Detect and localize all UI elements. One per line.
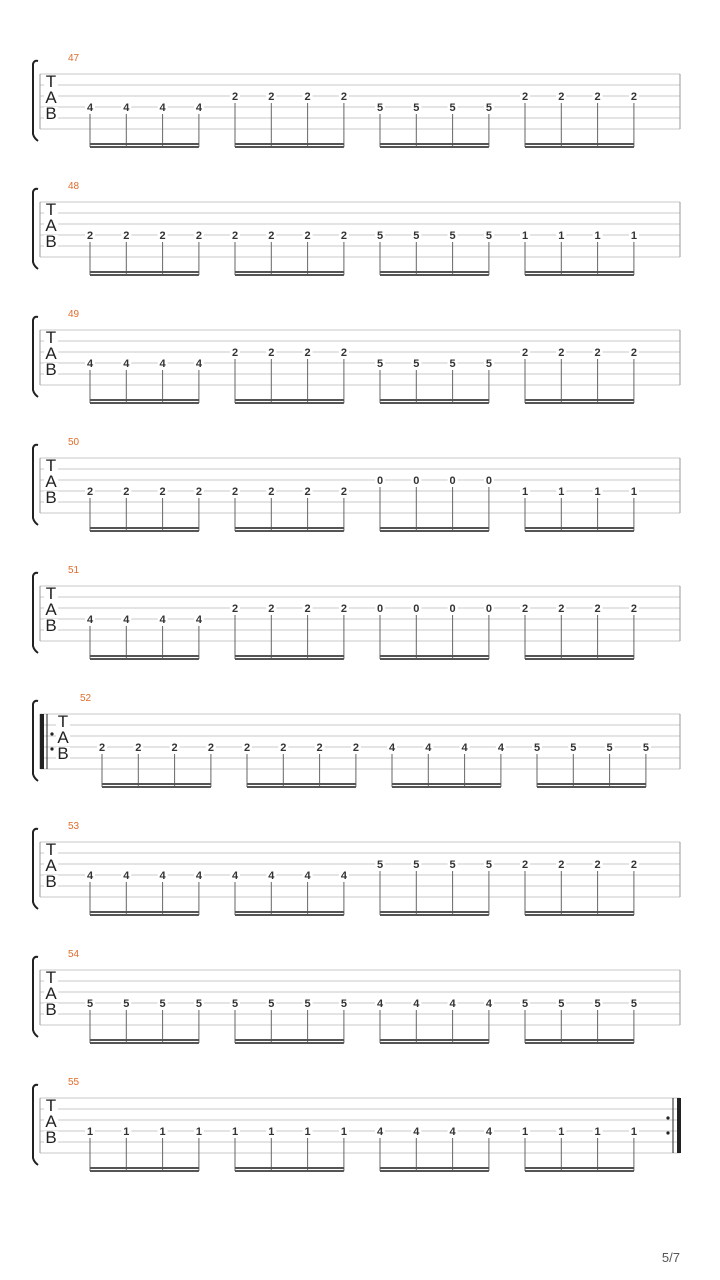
beam-secondary — [90, 658, 199, 660]
beam-secondary — [247, 786, 356, 788]
beam-secondary — [380, 274, 489, 276]
tab-system — [33, 309, 680, 404]
tab-system — [33, 53, 680, 148]
beam-secondary — [90, 146, 199, 148]
fret-number: 2 — [268, 603, 275, 615]
tab-system — [33, 821, 680, 916]
tab-clef-letter: T — [45, 1096, 57, 1115]
fret-number: 1 — [558, 486, 565, 498]
beam-secondary — [90, 1042, 199, 1044]
fret-number: 5 — [449, 102, 456, 114]
system-bracket — [33, 1085, 38, 1165]
tab-clef-letter: A — [45, 216, 57, 235]
fret-number: 1 — [558, 230, 565, 242]
repeat-dot — [50, 732, 53, 735]
fret-number: 2 — [521, 347, 529, 359]
beam-secondary — [90, 530, 199, 532]
beam-secondary — [90, 274, 199, 276]
tab-clef-letter: T — [45, 72, 57, 91]
repeat-dot — [666, 1131, 669, 1134]
tab-clef-letter: A — [45, 88, 57, 107]
tab-clef-letter: A — [45, 984, 57, 1003]
beam-primary — [537, 783, 646, 785]
fret-number: 0 — [485, 603, 492, 615]
fret-number: 2 — [630, 859, 637, 871]
fret-number: 5 — [558, 998, 565, 1010]
fret-number: 2 — [521, 603, 529, 615]
fret-number: 5 — [630, 998, 637, 1010]
beam-secondary — [380, 914, 489, 916]
fret-number: 2 — [558, 859, 565, 871]
beam-secondary — [380, 530, 489, 532]
fret-number: 1 — [594, 230, 601, 242]
fret-number: 5 — [606, 742, 613, 754]
tab-clef-letter: B — [45, 1000, 57, 1019]
fret-number: 5 — [376, 230, 384, 242]
fret-number: 5 — [485, 102, 492, 114]
beam-primary — [90, 527, 199, 529]
beam-secondary — [380, 1042, 489, 1044]
fret-number: 1 — [630, 486, 637, 498]
fret-number: 4 — [425, 742, 432, 754]
fret-number: 5 — [231, 998, 239, 1010]
fret-number: 5 — [123, 998, 130, 1010]
fret-number: 0 — [376, 603, 384, 615]
fret-number: 2 — [98, 742, 106, 754]
fret-number: 2 — [304, 347, 311, 359]
fret-number: 5 — [413, 358, 420, 370]
repeat-end-thick-bar — [677, 1098, 681, 1153]
beam-secondary — [235, 274, 344, 276]
beam-primary — [90, 655, 199, 657]
fret-number: 1 — [159, 1126, 166, 1138]
fret-number: 2 — [340, 603, 347, 615]
fret-number: 0 — [413, 603, 420, 615]
beam-primary — [90, 143, 199, 145]
fret-number: 1 — [86, 1126, 94, 1138]
tab-clef-letter: B — [45, 488, 57, 507]
fret-number: 2 — [304, 230, 311, 242]
beam-secondary — [235, 146, 344, 148]
fret-number: 2 — [231, 603, 239, 615]
fret-number: 5 — [485, 358, 492, 370]
fret-number: 2 — [86, 486, 94, 498]
fret-number: 5 — [594, 998, 601, 1010]
fret-number: 4 — [485, 1126, 492, 1138]
fret-number: 2 — [521, 91, 529, 103]
tab-clef-letter: B — [45, 232, 57, 251]
beam-primary — [247, 783, 356, 785]
fret-number: 2 — [304, 603, 311, 615]
tab-clef-letter: A — [57, 728, 69, 747]
fret-number: 2 — [340, 230, 347, 242]
fret-number: 1 — [304, 1126, 311, 1138]
beam-secondary — [380, 402, 489, 404]
fret-number: 4 — [86, 102, 94, 114]
beam-primary — [380, 1167, 489, 1169]
fret-number: 4 — [497, 742, 504, 754]
fret-number: 1 — [630, 1126, 637, 1138]
tab-system — [33, 181, 680, 276]
fret-number: 5 — [376, 358, 384, 370]
beam-primary — [380, 271, 489, 273]
fret-number: 1 — [268, 1126, 275, 1138]
fret-number: 2 — [280, 742, 287, 754]
beam-secondary — [525, 402, 634, 404]
fret-number: 4 — [376, 998, 384, 1010]
tab-clef-letter: A — [45, 472, 57, 491]
fret-number: 4 — [449, 1126, 456, 1138]
fret-number: 2 — [594, 859, 601, 871]
fret-number: 2 — [171, 742, 178, 754]
fret-number: 2 — [558, 347, 565, 359]
fret-number: 4 — [449, 998, 456, 1010]
fret-number: 4 — [376, 1126, 384, 1138]
repeat-dot — [666, 1116, 669, 1119]
fret-number: 2 — [231, 486, 239, 498]
system-bracket — [33, 317, 38, 397]
beam-secondary — [525, 1042, 634, 1044]
tab-system — [33, 949, 680, 1044]
beam-secondary — [235, 658, 344, 660]
fret-number: 4 — [86, 358, 94, 370]
beam-primary — [525, 655, 634, 657]
beam-primary — [90, 911, 199, 913]
fret-number: 2 — [594, 91, 601, 103]
beam-primary — [525, 527, 634, 529]
beam-secondary — [525, 914, 634, 916]
tab-clef-letter: T — [45, 584, 57, 603]
fret-number: 1 — [231, 1126, 239, 1138]
beam-secondary — [525, 1170, 634, 1172]
fret-number: 1 — [521, 1126, 529, 1138]
tab-system — [33, 1077, 681, 1172]
fret-number: 4 — [413, 1126, 420, 1138]
tab-clef-letter: B — [45, 616, 57, 635]
beam-primary — [235, 1167, 344, 1169]
fret-number: 5 — [268, 998, 275, 1010]
tab-system — [33, 693, 680, 788]
beam-primary — [380, 1039, 489, 1041]
beam-primary — [235, 527, 344, 529]
fret-number: 1 — [594, 486, 601, 498]
fret-number: 4 — [461, 742, 468, 754]
fret-number: 2 — [340, 486, 347, 498]
tab-clef-letter: B — [57, 744, 69, 763]
beam-primary — [525, 399, 634, 401]
measure-number: 48 — [68, 181, 80, 192]
fret-number: 4 — [304, 870, 311, 882]
fret-number: 1 — [594, 1126, 601, 1138]
fret-number: 0 — [485, 475, 492, 487]
tab-clef-letter: A — [45, 344, 57, 363]
fret-number: 4 — [123, 358, 130, 370]
fret-number: 2 — [268, 486, 275, 498]
fret-number: 4 — [159, 614, 166, 626]
fret-number: 2 — [630, 603, 637, 615]
fret-number: 5 — [86, 998, 94, 1010]
beam-secondary — [90, 402, 199, 404]
fret-number: 2 — [86, 230, 94, 242]
fret-number: 2 — [630, 91, 637, 103]
measure-number: 49 — [68, 309, 80, 320]
fret-number: 2 — [521, 859, 529, 871]
tab-clef-letter: T — [57, 712, 69, 731]
fret-number: 4 — [195, 870, 202, 882]
fret-number: 2 — [231, 347, 239, 359]
system-bracket — [33, 61, 38, 141]
beam-primary — [235, 655, 344, 657]
fret-number: 1 — [123, 1126, 130, 1138]
beam-secondary — [380, 658, 489, 660]
fret-number: 1 — [521, 230, 529, 242]
tab-clef-letter: T — [45, 968, 57, 987]
beam-primary — [525, 271, 634, 273]
measure-number: 55 — [68, 1077, 80, 1088]
fret-number: 0 — [449, 475, 456, 487]
fret-number: 0 — [449, 603, 456, 615]
fret-number: 4 — [195, 102, 202, 114]
fret-number: 4 — [159, 358, 166, 370]
fret-number: 4 — [86, 614, 94, 626]
tab-clef-letter: B — [45, 1128, 57, 1147]
fret-number: 0 — [376, 475, 384, 487]
beam-primary — [380, 143, 489, 145]
fret-number: 2 — [268, 230, 275, 242]
measure-number: 52 — [80, 693, 92, 704]
fret-number: 2 — [123, 486, 130, 498]
fret-number: 2 — [340, 347, 347, 359]
fret-number: 4 — [268, 870, 275, 882]
fret-number: 2 — [207, 742, 214, 754]
tab-system — [33, 437, 680, 532]
tab-clef-letter: B — [45, 872, 57, 891]
fret-number: 2 — [630, 347, 637, 359]
fret-number: 2 — [231, 230, 239, 242]
fret-number: 2 — [594, 347, 601, 359]
fret-number: 2 — [594, 603, 601, 615]
fret-number: 4 — [388, 742, 396, 754]
beam-secondary — [102, 786, 211, 788]
beam-secondary — [90, 914, 199, 916]
beam-primary — [235, 911, 344, 913]
fret-number: 5 — [413, 230, 420, 242]
fret-number: 1 — [558, 1126, 565, 1138]
beam-primary — [235, 1039, 344, 1041]
fret-number: 5 — [533, 742, 541, 754]
fret-number: 1 — [521, 486, 529, 498]
fret-number: 2 — [558, 91, 565, 103]
fret-number: 4 — [195, 614, 202, 626]
fret-number: 2 — [304, 91, 311, 103]
fret-number: 5 — [376, 859, 384, 871]
fret-number: 2 — [340, 91, 347, 103]
fret-number: 4 — [231, 870, 239, 882]
fret-number: 0 — [413, 475, 420, 487]
fret-number: 4 — [195, 358, 202, 370]
beam-primary — [90, 1167, 199, 1169]
measure-number: 54 — [68, 949, 80, 960]
beam-primary — [90, 271, 199, 273]
beam-secondary — [235, 402, 344, 404]
beam-secondary — [525, 658, 634, 660]
fret-number: 5 — [413, 102, 420, 114]
system-bracket — [33, 701, 38, 781]
measure-number: 51 — [68, 565, 80, 576]
fret-number: 5 — [376, 102, 384, 114]
repeat-start-thick-bar — [40, 714, 44, 769]
measure-number: 47 — [68, 53, 80, 64]
fret-number: 2 — [304, 486, 311, 498]
fret-number: 2 — [268, 91, 275, 103]
fret-number: 5 — [340, 998, 347, 1010]
fret-number: 5 — [449, 859, 456, 871]
system-bracket — [33, 573, 38, 653]
fret-number: 5 — [521, 998, 529, 1010]
fret-number: 2 — [159, 486, 166, 498]
beam-primary — [380, 911, 489, 913]
fret-number: 5 — [195, 998, 202, 1010]
fret-number: 2 — [195, 486, 202, 498]
beam-secondary — [392, 786, 501, 788]
tab-clef-letter: B — [45, 104, 57, 123]
beam-secondary — [380, 1170, 489, 1172]
tab-clef-letter: T — [45, 328, 57, 347]
fret-number: 5 — [485, 230, 492, 242]
fret-number: 5 — [304, 998, 311, 1010]
tab-clef-letter: T — [45, 840, 57, 859]
fret-number: 5 — [413, 859, 420, 871]
fret-number: 2 — [231, 91, 239, 103]
beam-primary — [525, 1039, 634, 1041]
fret-number: 1 — [630, 230, 637, 242]
fret-number: 4 — [123, 614, 130, 626]
fret-number: 4 — [123, 102, 130, 114]
beam-primary — [235, 271, 344, 273]
beam-primary — [102, 783, 211, 785]
fret-number: 5 — [485, 859, 492, 871]
beam-secondary — [235, 1042, 344, 1044]
beam-primary — [380, 655, 489, 657]
beam-secondary — [380, 146, 489, 148]
fret-number: 2 — [159, 230, 166, 242]
beam-primary — [525, 1167, 634, 1169]
fret-number: 4 — [86, 870, 94, 882]
beam-secondary — [235, 914, 344, 916]
fret-number: 1 — [195, 1126, 202, 1138]
repeat-dot — [50, 747, 53, 750]
fret-number: 4 — [340, 870, 347, 882]
beam-primary — [90, 1039, 199, 1041]
beam-primary — [525, 911, 634, 913]
fret-number: 2 — [558, 603, 565, 615]
fret-number: 5 — [449, 358, 456, 370]
fret-number: 2 — [243, 742, 251, 754]
tab-clef-letter: B — [45, 360, 57, 379]
tab-clef-letter: A — [45, 1112, 57, 1131]
tab-clef-letter: T — [45, 200, 57, 219]
fret-number: 2 — [123, 230, 130, 242]
beam-secondary — [537, 786, 646, 788]
page-number: 5/7 — [661, 1250, 680, 1265]
beam-secondary — [525, 530, 634, 532]
beam-primary — [380, 399, 489, 401]
fret-number: 4 — [159, 870, 166, 882]
tab-system — [33, 565, 680, 660]
fret-number: 4 — [485, 998, 492, 1010]
system-bracket — [33, 445, 38, 525]
beam-primary — [235, 143, 344, 145]
fret-number: 4 — [413, 998, 420, 1010]
fret-number: 2 — [352, 742, 359, 754]
beam-primary — [380, 527, 489, 529]
beam-secondary — [235, 530, 344, 532]
fret-number: 2 — [268, 347, 275, 359]
system-bracket — [33, 829, 38, 909]
beam-primary — [90, 399, 199, 401]
fret-number: 5 — [642, 742, 649, 754]
fret-number: 5 — [449, 230, 456, 242]
tab-clef-letter: A — [45, 856, 57, 875]
fret-number: 4 — [159, 102, 166, 114]
fret-number: 1 — [340, 1126, 347, 1138]
fret-number: 5 — [159, 998, 166, 1010]
fret-number: 5 — [570, 742, 577, 754]
beam-primary — [235, 399, 344, 401]
fret-number: 4 — [123, 870, 130, 882]
fret-number: 2 — [135, 742, 142, 754]
tab-clef-letter: A — [45, 600, 57, 619]
beam-secondary — [235, 1170, 344, 1172]
fret-number: 2 — [316, 742, 323, 754]
beam-primary — [392, 783, 501, 785]
beam-secondary — [525, 146, 634, 148]
measure-number: 50 — [68, 437, 80, 448]
tab-clef-letter: T — [45, 456, 57, 475]
system-bracket — [33, 189, 38, 269]
system-bracket — [33, 957, 38, 1037]
beam-primary — [525, 143, 634, 145]
beam-secondary — [90, 1170, 199, 1172]
measure-number: 53 — [68, 821, 80, 832]
fret-number: 2 — [195, 230, 202, 242]
beam-secondary — [525, 274, 634, 276]
